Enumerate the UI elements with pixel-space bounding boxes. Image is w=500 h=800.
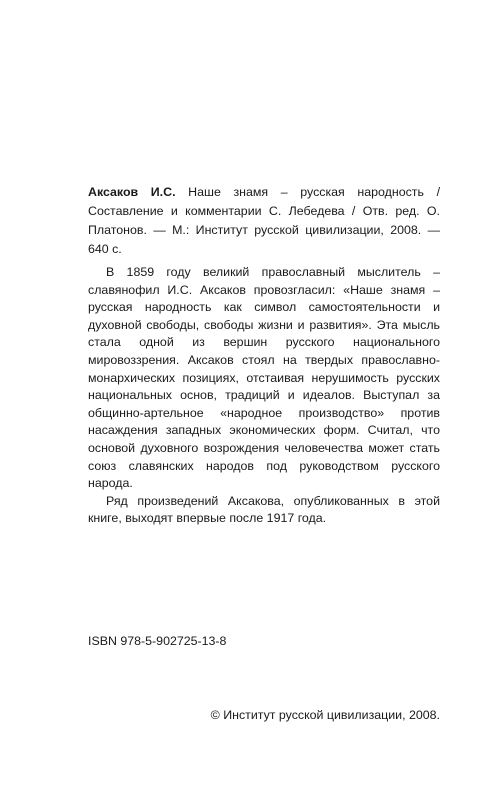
bibliographic-author: Аксаков И.С. (88, 185, 176, 199)
bibliographic-record (88, 183, 440, 259)
isbn: ISBN 978-5-902725-13-8 (88, 634, 227, 648)
annotation-paragraph-2: Ряд произведений Аксакова, опубликованных в этой книге, выходят впервые после 1917 года. (88, 493, 440, 526)
copyright-notice: © Институт русской цивилизации, 2008. (210, 708, 440, 722)
annotation (88, 264, 440, 528)
bibliographic-description: Наше знамя – русская народность / Составление и комментарии С. Лебедева / Отв. ред. О. Платонов. — М.: Институт русской цивилизации, 2008. — 640 с. (88, 185, 441, 256)
annotation-paragraph-1: В 1859 году великий православный мыслитель – славянофил И.С. Аксаков провозгласил: «Наше знамя – русская народность как символ самостоятельности и духовной свободы, свободы жизни и развития». Эта мысль стала одной из вершин русского национального мировоззрения. Аксаков стоял на твердых православно-монархических позициях, отстаивая нерушимость русских национальных основ, традиций и идеалов. Выступал за общинно-артельное «народное производство» против насаждения западных экономических форм. Считал, что основой духовного возрождения человечества может стать союз славянских народов под руководством русского народа. (88, 265, 440, 491)
